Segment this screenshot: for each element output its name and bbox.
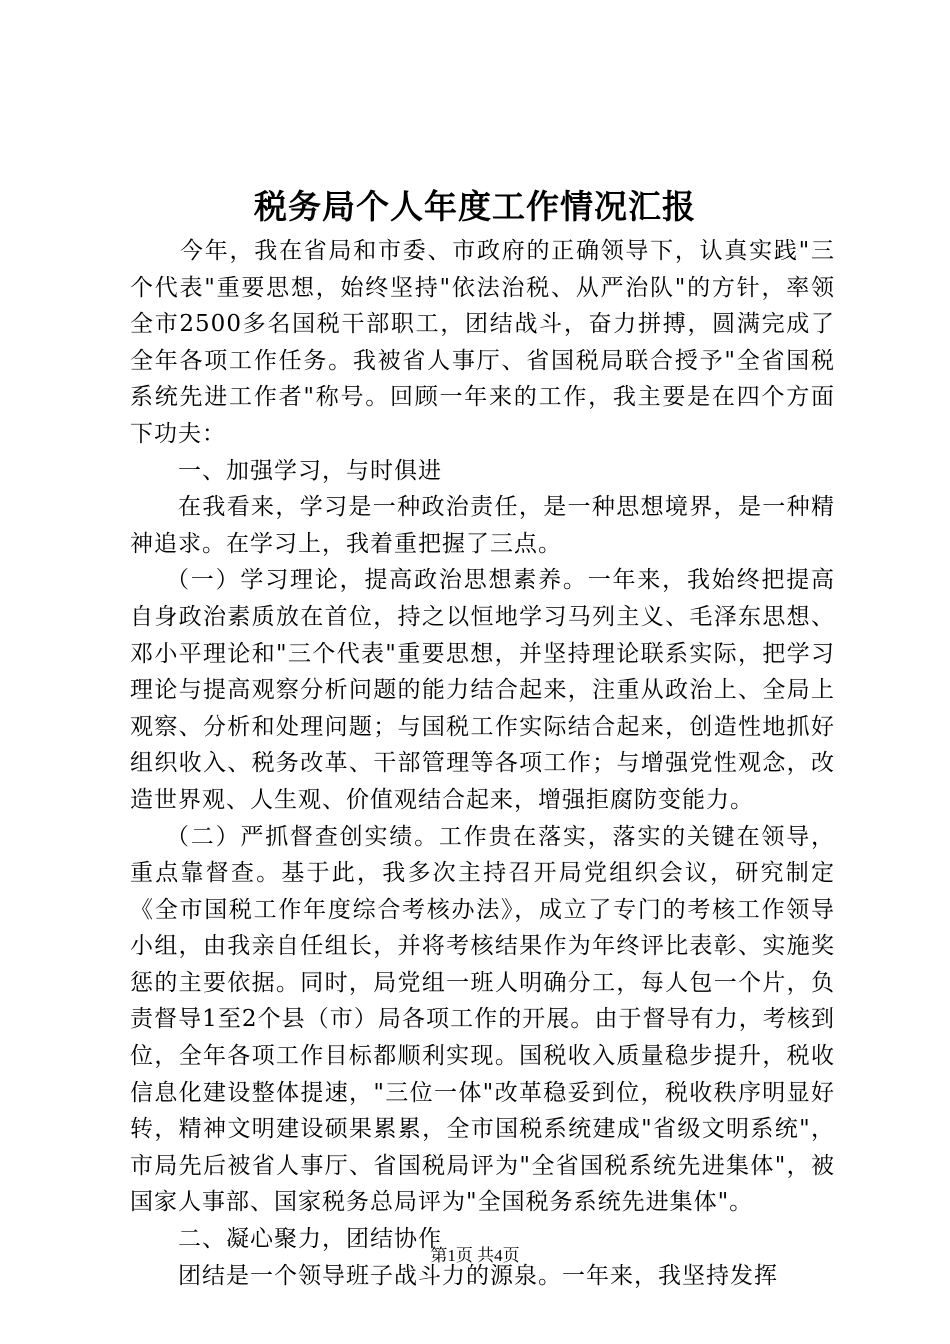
page-footer: 第1页 共4页: [430, 1246, 520, 1265]
subsection-paragraph-1: （一）学习理论，提高政治思想素养。一年来，我始终把提高自身政治素质放在首位，持之以恒地学习马列主义、毛泽东思想、邓小平理论和"三个代表"重要思想，并坚持理论联系实际，把学习理论与提高观察分析问题的能力结合起来，注重从政治上、全局上观察、分析和处理问题；与国税工作实际结合起来，创造性地抓好组织收入、税务改革、干部管理等各项工作；与增强党性观念，改造世界观、人生观、价值观结合起来，增强拒腐防变能力。: [130, 567, 835, 813]
subsection-paragraph-2: （二）严抓督查创实绩。工作贵在落实，落实的关键在领导，重点靠督查。基于此，我多次主持召开局党组织会议，研究制定《全市国税工作年度综合考核办法》，成立了专门的考核工作领导小组，由我亲自任组长，并将考核结果作为年终评比表彰、实施奖惩的主要依据。同时，局党组一班人明确分工，每人包一个片，负责督导1至2个县（市）局各项工作的开展。由于督导有力，考核到位，全年各项工作目标都顺利实现。国税收入质量稳步提升，税收信息化建设整体提速，"三位一体"改革稳妥到位，税收秩序明显好转，精神文明建设硕果累累，全市国税系统建成"省级文明系统"，市局先后被省人事厅、省国税局评为"全省国税系统先进集体"，被国家人事部、国家税务总局评为"全国税务系统先进集体"。: [130, 823, 835, 1216]
intro-paragraph: 今年，我在省局和市委、市政府的正确领导下，认真实践"三个代表"重要思想，始终坚持"依法治税、从严治队"的方针，率领全市2500多名国税干部职工，团结战斗，奋力拼搏，圆满完成了全年各项工作任务。我被省人事厅、省国税局联合授予"全省国税系统先进工作者"称号。回顾一年来的工作，我主要是在四个方面下功夫：: [130, 238, 835, 447]
section-heading-1: 一、加强学习，与时俱进: [178, 457, 442, 484]
document-body: [130, 233, 835, 1294]
section-heading-2: 二、凝心聚力，团结协作: [178, 1226, 442, 1253]
page-title: 税务局个人年度工作情况汇报: [254, 187, 696, 226]
body-paragraph: 在我看来，学习是一种政治责任，是一种思想境界，是一种精神追求。在学习上，我着重把握了三点。: [130, 494, 835, 557]
body-paragraph: 团结是一个领导班子战斗力的源泉。一年来，我坚持发挥: [178, 1262, 778, 1289]
